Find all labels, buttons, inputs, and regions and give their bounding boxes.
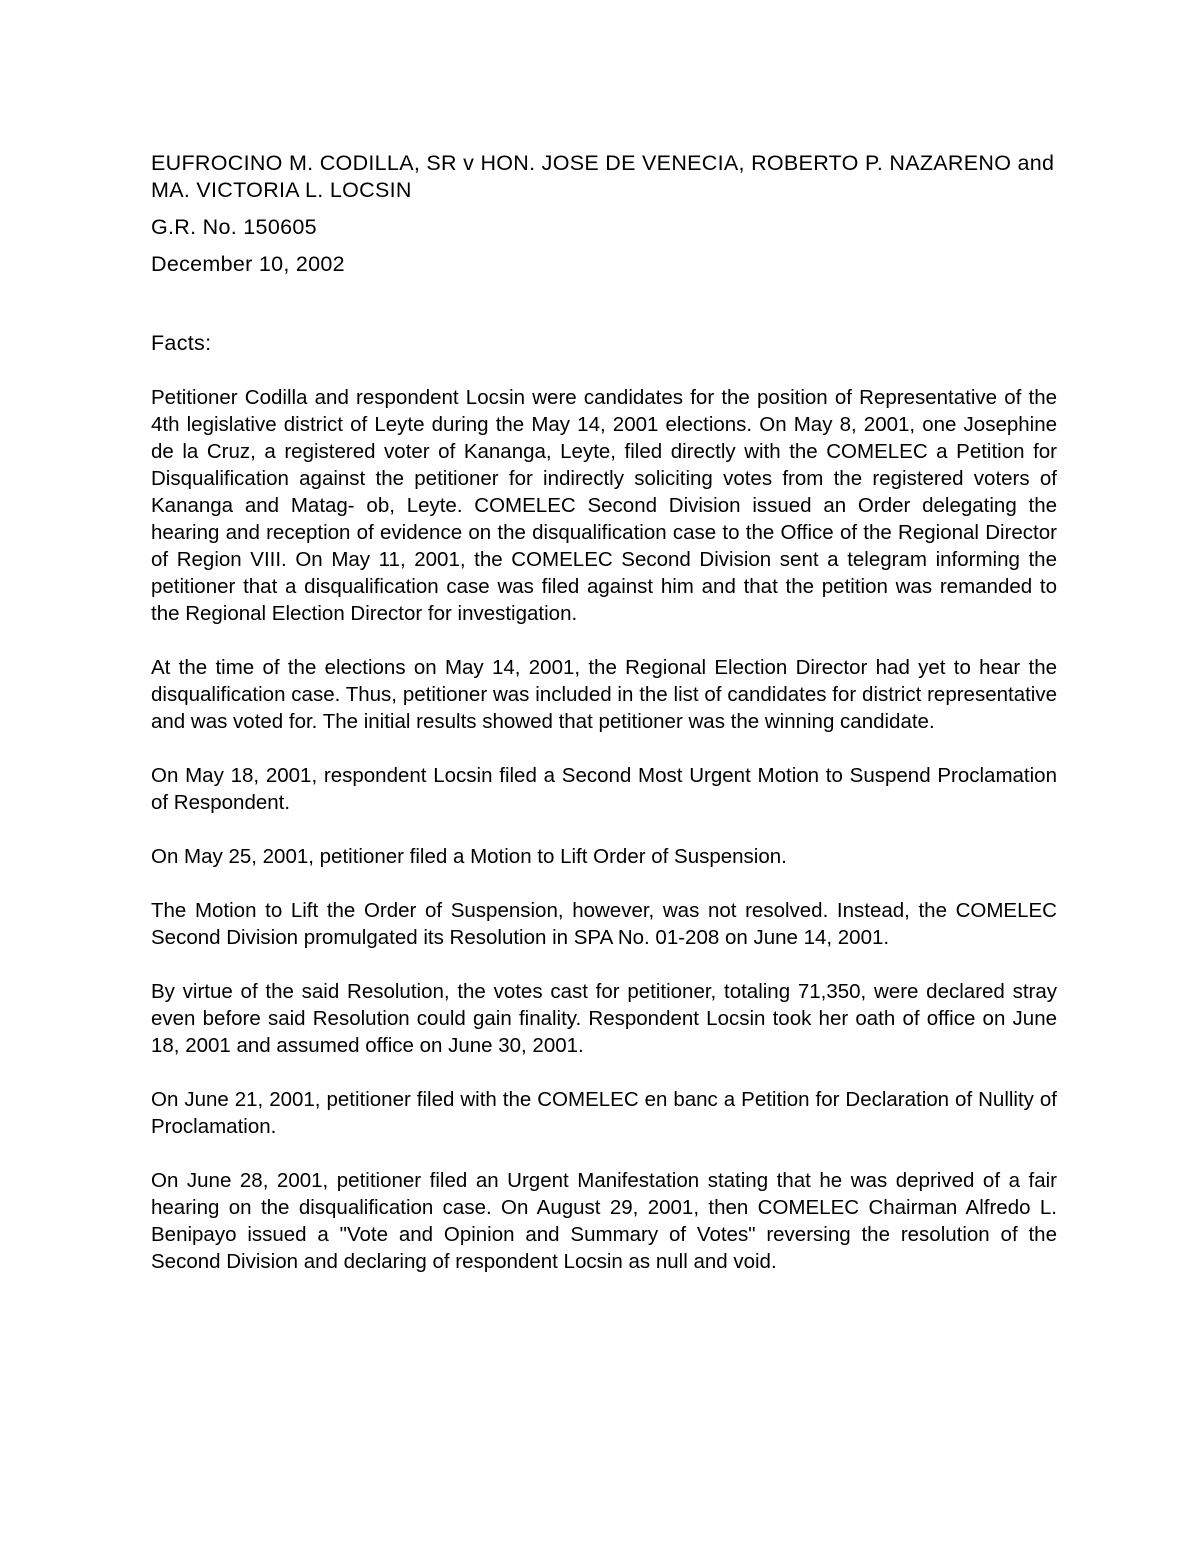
facts-heading: Facts:	[151, 331, 212, 355]
facts-paragraph: The Motion to Lift the Order of Suspension, however, was not resolved. Instead, the COMELEC Second Division promulgated its Resolution in SPA No. 01-208 on June 14, 2001.	[151, 899, 1057, 949]
facts-paragraph: On May 25, 2001, petitioner filed a Motion to Lift Order of Suspension.	[151, 845, 787, 868]
facts-paragraph: At the time of the elections on May 14, 2001, the Regional Election Director had yet to hear the disqualification case. Thus, petitioner was included in the list of candidates for district representative and was voted for. The initial results showed that petitioner was the winning candidate.	[151, 656, 1057, 733]
facts-paragraph: On May 18, 2001, respondent Locsin filed a Second Most Urgent Motion to Suspend Proclamation of Respondent.	[151, 764, 1057, 814]
facts-paragraph: Petitioner Codilla and respondent Locsin were candidates for the position of Representative of the 4th legislative district of Leyte during the May 14, 2001 elections. On May 8, 2001, one Josephine de la Cruz, a registered voter of Kananga, Leyte, filed directly with the COMELEC a Petition for Disqualification against the petitioner for indirectly soliciting votes from the registered voters of Kananga and Matag- ob, Leyte. COMELEC Second Division issued an Order delegating the hearing and reception of evidence on the disqualification case to the Office of the Regional Director of Region VIII. On May 11, 2001, the COMELEC Second Division sent a telegram informing the petitioner that a disqualification case was filed against him and that the petition was remanded to the Regional Election Director for investigation.	[151, 386, 1057, 625]
case-date: December 10, 2002	[151, 252, 345, 276]
facts-paragraph: On June 28, 2001, petitioner filed an Urgent Manifestation stating that he was deprived of a fair hearing on the disqualification case. On August 29, 2001, then COMELEC Chairman Alfredo L. Benipayo issued a "Vote and Opinion and Summary of Votes" reversing the resolution of the Second Division and declaring of respondent Locsin as null and void.	[151, 1169, 1057, 1273]
facts-paragraph: By virtue of the said Resolution, the votes cast for petitioner, totaling 71,350, were declared stray even before said Resolution could gain finality. Respondent Locsin took her oath of office on June 18, 2001 and assumed office on June 30, 2001.	[151, 980, 1057, 1057]
facts-paragraph: On June 21, 2001, petitioner filed with the COMELEC en banc a Petition for Declaration of Nullity of Proclamation.	[151, 1088, 1057, 1138]
case-title: EUFROCINO M. CODILLA, SR v HON. JOSE DE VENECIA, ROBERTO P. NAZARENO and MA. VICTORIA L. LOCSIN	[151, 151, 1055, 202]
case-number: G.R. No. 150605	[151, 215, 317, 239]
document-page	[151, 150, 1057, 1275]
